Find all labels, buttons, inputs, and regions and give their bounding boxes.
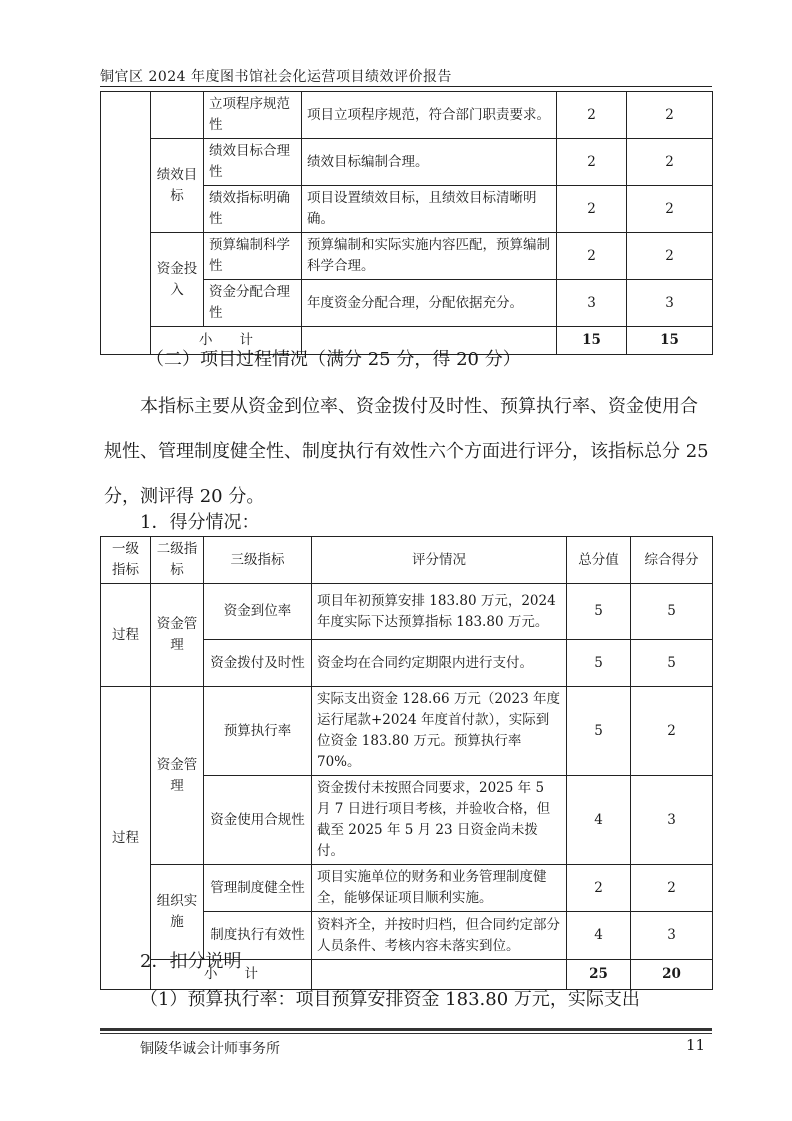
report-header-title: 铜官区 2024 年度图书馆社会化运营项目绩效评价报告 (100, 69, 453, 85)
score-desc-cell: 资料齐全，并按时归档，但合同约定部分人员条件、考核内容未落实到位。 (312, 912, 567, 960)
final-score-cell: 5 (631, 640, 713, 687)
table-row (101, 687, 713, 776)
level2-cell (151, 92, 204, 139)
level3-cell: 制度执行有效性 (204, 912, 312, 960)
level3-cell: 立项程序规范性 (204, 92, 302, 139)
total-score-cell: 5 (567, 584, 631, 640)
level1-cell: 过程 (101, 584, 151, 687)
page-number: 11 (686, 1036, 706, 1054)
level3-cell: 预算执行率 (204, 687, 312, 776)
table-row (101, 92, 713, 139)
level3-cell: 资金使用合规性 (204, 776, 312, 865)
level3-cell: 预算编制科学性 (204, 233, 302, 280)
total-score-cell: 4 (567, 912, 631, 960)
total-score-cell: 2 (557, 139, 627, 186)
final-score-cell: 2 (631, 865, 713, 912)
level2-cell: 组织实施 (151, 865, 204, 960)
section-body: 本指标主要从资金到位率、资金拨付及时性、预算执行率、资金使用合规性、管理制度健全性、制度执行有效性六个方面进行评分，该指标总分 25 分，测评得 20 分。 (104, 396, 709, 507)
table-row (101, 584, 713, 640)
table-row (101, 233, 713, 280)
final-score-cell: 2 (627, 186, 713, 233)
header-score: 综合得分 (631, 537, 713, 584)
final-score-cell: 3 (627, 280, 713, 327)
process-score-table (100, 536, 713, 990)
score-desc-cell: 项目年初预算安排 183.80 万元，2024 年度实际下达预算指标 183.80 万元。 (312, 584, 567, 640)
score-desc-cell: 项目实施单位的财务和业务管理制度健全，能够保证项目顺利实施。 (312, 865, 567, 912)
level2-cell: 资金投入 (151, 233, 204, 327)
level3-cell: 资金到位率 (204, 584, 312, 640)
final-score-cell: 2 (627, 139, 713, 186)
total-score-cell: 2 (567, 865, 631, 912)
final-score-cell: 3 (631, 776, 713, 865)
header-level1: 一级指标 (101, 537, 151, 584)
level2-cell: 资金管理 (151, 687, 204, 865)
level2-cell: 资金管理 (151, 584, 204, 687)
level1-cell: 过程 (101, 687, 151, 990)
subtotal-total: 25 (567, 960, 631, 990)
subtotal-label: 小 计 (151, 960, 312, 990)
final-score-cell: 2 (627, 233, 713, 280)
score-desc-cell: 资金拨付未按照合同要求，2025 年 5 月 7 日进行项目考核，并验收合格，但截至 2025 年 5 月 23 日资金尚未拨付。 (312, 776, 567, 865)
level1-cell-empty (101, 92, 151, 355)
score-desc-cell: 项目立项程序规范，符合部门职责要求。 (302, 92, 557, 139)
total-score-cell: 4 (567, 776, 631, 865)
final-score-cell: 3 (631, 912, 713, 960)
score-desc-cell: 实际支出资金 128.66 万元（2023 年度运行尾款+2024 年度首付款），实际到位资金 183.80 万元。预算执行率 70%。 (312, 687, 567, 776)
decision-score-table (100, 91, 713, 355)
header-total: 总分值 (567, 537, 631, 584)
header-level3: 三级指标 (204, 537, 312, 584)
score-desc-cell: 项目设置绩效目标，且绩效目标清晰明确。 (302, 186, 557, 233)
header-desc: 评分情况 (312, 537, 567, 584)
score-desc-cell: 年度资金分配合理，分配依据充分。 (302, 280, 557, 327)
level3-cell: 绩效目标合理性 (204, 139, 302, 186)
total-score-cell: 3 (557, 280, 627, 327)
level3-cell: 资金拨付及时性 (204, 640, 312, 687)
final-score-cell: 2 (627, 92, 713, 139)
subheading-score: 1．得分情况： (140, 512, 260, 533)
header-level2: 二级指标 (151, 537, 204, 584)
level3-cell: 资金分配合理性 (204, 280, 302, 327)
final-score-cell: 5 (631, 584, 713, 640)
subheading-deduction: 2．扣分说明 (140, 951, 242, 972)
level3-cell: 绩效指标明确性 (204, 186, 302, 233)
subtotal-label: 小 计 (151, 327, 302, 355)
table-row (101, 865, 713, 912)
total-score-cell: 5 (567, 640, 631, 687)
level2-cell: 绩效目标 (151, 139, 204, 233)
score-desc-cell: 绩效目标编制合理。 (302, 139, 557, 186)
header-divider (100, 86, 712, 87)
score-desc-cell: 资金均在合同约定期限内进行支付。 (312, 640, 567, 687)
subtotal-total: 15 (557, 327, 627, 355)
deduction-item-1: （1）预算执行率：项目预算安排资金 183.80 万元，实际支出 (140, 989, 640, 1010)
table-row (101, 139, 713, 186)
section-heading: （二）项目过程情况（满分 25 分，得 20 分） (146, 349, 521, 370)
footer-divider-thick (100, 1028, 712, 1031)
subtotal-score: 15 (627, 327, 713, 355)
total-score-cell: 2 (557, 92, 627, 139)
score-desc-cell: 预算编制和实际实施内容匹配，预算编制科学合理。 (302, 233, 557, 280)
footer-divider-thin (100, 1033, 712, 1034)
total-score-cell: 2 (557, 233, 627, 280)
total-score-cell: 5 (567, 687, 631, 776)
subtotal-score: 20 (631, 960, 713, 990)
final-score-cell: 2 (631, 687, 713, 776)
table-header-row (101, 537, 713, 584)
footer-firm-name: 铜陵华诚会计师事务所 (140, 1041, 280, 1057)
level3-cell: 管理制度健全性 (204, 865, 312, 912)
total-score-cell: 2 (557, 186, 627, 233)
